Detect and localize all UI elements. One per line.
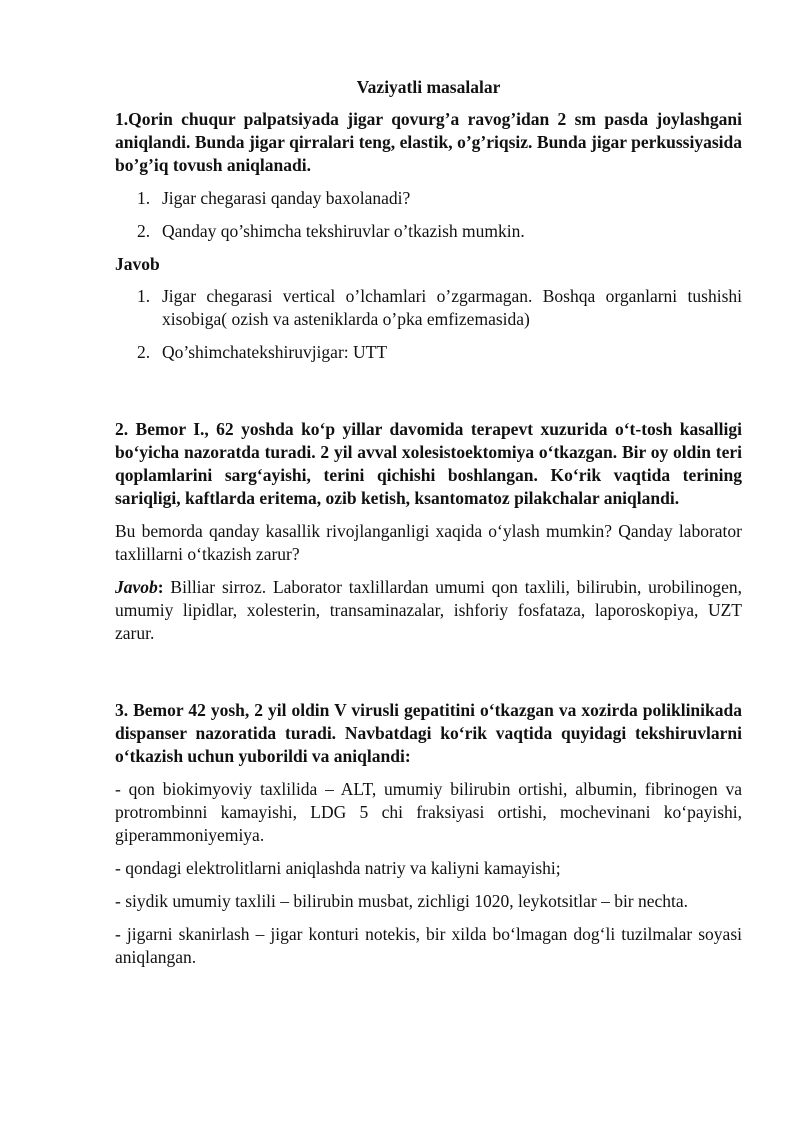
list-number: 2.	[137, 342, 151, 362]
list-text: Qanday qo’shimcha tekshiruvlar o’tkazish mumkin.	[162, 221, 525, 241]
task2-question: Bu bemorda qanday kasallik rivojlanganligi xaqida o‘ylash mumkin? Qanday laborator taxlillarni o‘tkazish zarur?	[115, 521, 742, 564]
document-body	[115, 76, 742, 969]
answer-text: Billiar sirroz. Laborator taxlillardan umumi qon taxlili, bilirubin, urobilinogen, umumiy lipidlar, xolesterin, transaminazalar, ishforiy fosfataza, laporoskopiya, UZT zarur.	[115, 577, 742, 643]
task1-questions	[115, 187, 742, 243]
list-text: Jigar chegarasi vertical o’lchamlari o’zgarmagan. Boshqa organlarni tushishi xisobiga( ozish va asteniklarda o’pka emfizemasida)	[162, 286, 742, 329]
task3-finding: - qon biokimyoviy taxlilida – ALT, umumiy bilirubin ortishi, albumin, fibrinogen va protrombinni kamayishi, LDG 5 chi fraksiyasi ortishi, mochevinani ko‘payishi, giperammoniyemiya.	[115, 779, 742, 845]
list-text: Qo’shimchatekshiruvjigar: UTT	[162, 342, 388, 362]
task2-answer	[115, 576, 742, 645]
task2-statement: 2. Bemor I., 62 yoshda ko‘p yillar davomida terapevt xuzurida o‘t-tosh kasalligi bo‘yicha nazoratda turadi. 2 yil avval xolesistoektomiya o‘tkazgan. Bir oy oldin teri qoplamlarini sarg‘ayishi, terini qichishi boshlangan. Ko‘rik vaqtida terining sariqligi, kaftlarda eritema, ozib ketish, ksantomatoz pilakchalar aniqlandi.	[115, 419, 742, 508]
answer-label: Javob	[115, 577, 158, 597]
list-number: 2.	[137, 221, 151, 241]
list-item	[115, 285, 742, 331]
list-text: Jigar chegarasi qanday baxolanadi?	[162, 188, 411, 208]
page-title: Vaziyatli masalalar	[356, 77, 501, 97]
list-item	[115, 187, 742, 210]
list-number: 1.	[137, 188, 151, 208]
task3-statement: 3. Bemor 42 yosh, 2 yil oldin V virusli gepatitini o‘tkazgan va xozirda poliklinikada dispanser nazoratida turadi. Navbatdagi ko‘rik vaqtida quyidagi tekshiruvlarni o‘tkazish uchun yuborildi va aniqlandi:	[115, 700, 742, 766]
list-item	[115, 220, 742, 243]
list-number: 1.	[137, 286, 151, 306]
task1-answers	[115, 285, 742, 364]
task3-finding: - jigarni skanirlash – jigar konturi notekis, bir xilda bo‘lmagan dog‘li tuzilmalar soyasi aniqlangan.	[115, 924, 742, 967]
task1-answer-heading: Javob	[115, 254, 160, 274]
task1-statement: 1.Qorin chuqur palpatsiyada jigar qovurg’a ravog’idan 2 sm pasda joylashgani aniqlandi. Bunda jigar qirralari teng, elastik, o’g’riqsiz. Bunda jigar perkussiyasida bo’g’iq tovush aniqlanadi.	[115, 109, 742, 175]
task3-finding: - qondagi elektrolitlarni aniqlashda natriy va kaliyni kamayishi;	[115, 858, 561, 878]
answer-colon: :	[157, 577, 164, 597]
task3-finding: - siydik umumiy taxlili – bilirubin musbat, zichligi 1020, leykotsitlar – bir nechta.	[115, 891, 689, 911]
list-item	[115, 341, 742, 364]
